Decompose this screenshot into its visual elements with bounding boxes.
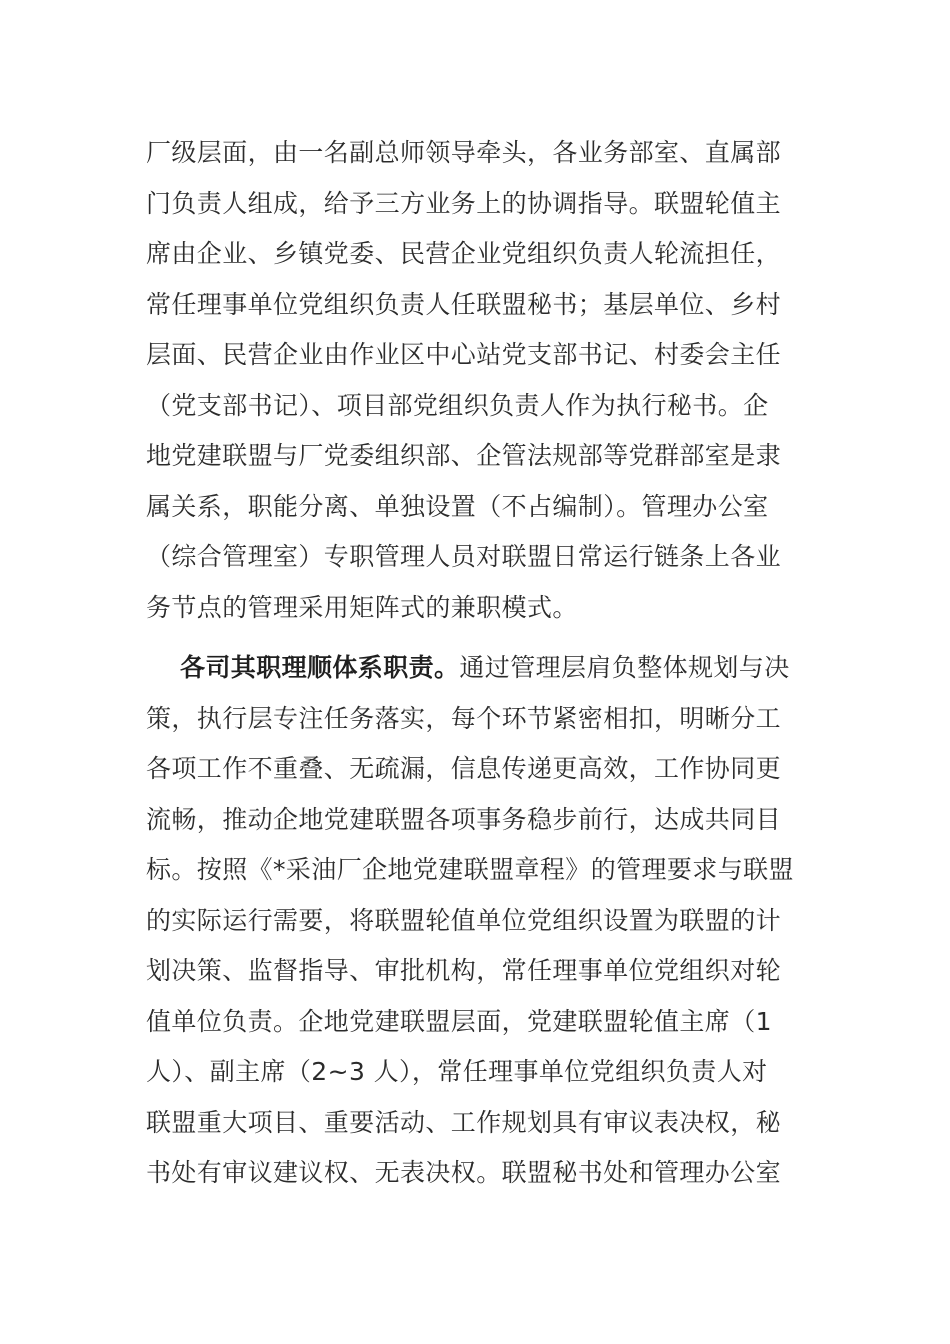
paragraph-line: 书处有审议建议权、无表决权。联盟秘书处和管理办公室 bbox=[146, 1158, 782, 1187]
paragraph-line: 流畅，推动企地党建联盟各项事务稳步前行，达成共同目 bbox=[146, 804, 782, 834]
document-body bbox=[146, 128, 806, 1199]
paragraph-heading: 各司其职理顺体系职责。 bbox=[180, 653, 460, 682]
paragraph-line: 厂级层面，由一名副总师领导牵头，各业务部室、直属部 bbox=[146, 138, 782, 167]
paragraph-first-line bbox=[146, 643, 806, 694]
paragraph-line: （综合管理室）专职管理人员对联盟日常运行链条上各业 bbox=[146, 542, 782, 571]
paragraph-line: 属关系，职能分离、单独设置（不占编制）。管理办公室 bbox=[146, 491, 769, 521]
paragraph-line: （党支部书记）、项目部党组织负责人作为执行秘书。企 bbox=[146, 390, 769, 420]
paragraph-line: 的实际运行需要，将联盟轮值单位党组织设置为联盟的计 bbox=[146, 905, 782, 935]
paragraph-line: 划决策、监督指导、审批机构，常任理事单位党组织对轮 bbox=[146, 956, 782, 985]
paragraph-2 bbox=[146, 643, 806, 1199]
paragraph-1 bbox=[146, 128, 806, 633]
paragraph-line: 值单位负责。企地党建联盟层面，党建联盟轮值主席（1 bbox=[146, 1006, 772, 1036]
paragraph-first-line-text: 通过管理层肩负整体规划与决 bbox=[459, 653, 790, 682]
paragraph-line: 席由企业、乡镇党委、民营企业党组织负责人轮流担任， bbox=[146, 239, 782, 268]
paragraph-line: 标。按照《*采油厂企地党建联盟章程》的管理要求与联盟 bbox=[146, 855, 794, 884]
paragraph-line: 联盟重大项目、重要活动、工作规划具有审议表决权，秘 bbox=[146, 1107, 782, 1137]
paragraph-line: 人）、副主席（2~3 人），常任理事单位党组织负责人对 bbox=[146, 1057, 768, 1086]
paragraph-line: 策，执行层专注任务落实，每个环节紧密相扣，明晰分工 bbox=[146, 703, 782, 733]
paragraph-line: 常任理事单位党组织负责人任联盟秘书；基层单位、乡村 bbox=[146, 289, 782, 319]
paragraph-line: 地党建联盟与厂党委组织部、企管法规部等党群部室是隶 bbox=[146, 441, 782, 470]
paragraph-line: 务节点的管理采用矩阵式的兼职模式。 bbox=[146, 592, 578, 622]
paragraph-line: 层面、民营企业由作业区中心站党支部书记、村委会主任 bbox=[146, 340, 782, 369]
paragraph-line: 门负责人组成，给予三方业务上的协调指导。联盟轮值主 bbox=[146, 188, 782, 218]
paragraph-line: 各项工作不重叠、无疏漏，信息传递更高效，工作协同更 bbox=[146, 754, 782, 783]
